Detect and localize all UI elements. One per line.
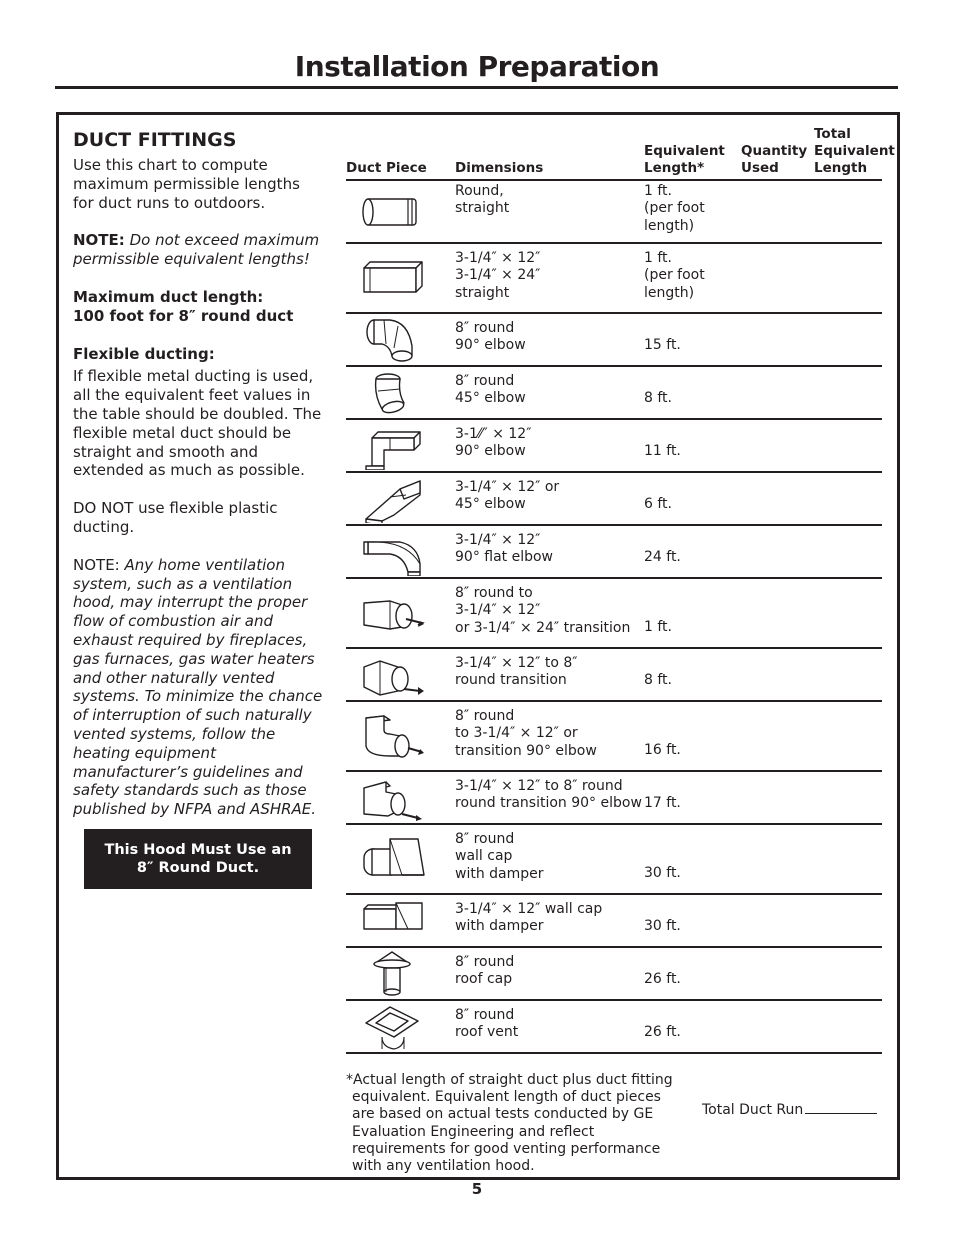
rect-wall-cap-icon	[360, 897, 426, 945]
equivalent-length-cell: 1 ft.	[644, 619, 672, 635]
roof-vent-icon	[360, 1003, 426, 1051]
dimensions-cell: 8″ round 45° elbow	[455, 373, 526, 407]
header-total-equivalent-length: Total Equivalent Length	[814, 126, 895, 176]
equivalent-length-cell: 26 ft.	[644, 1024, 681, 1040]
roof-cap-icon	[360, 950, 426, 998]
table-row	[346, 772, 882, 825]
table-row	[346, 895, 882, 948]
max-length-line-1: Maximum duct length:	[73, 287, 264, 306]
table-row	[346, 180, 882, 244]
note-2	[73, 556, 325, 819]
note-1-text: Do not exceed maximum permissible equivalent lengths!	[73, 231, 320, 269]
equivalent-length-cell: 16 ft.	[644, 742, 681, 758]
equivalent-length-cell: 30 ft.	[644, 918, 681, 934]
intro-text: Use this chart to compute maximum permissible lengths for duct runs to outdoors.	[73, 156, 300, 212]
equivalent-length-cell: 1 ft. (per foot length)	[644, 250, 705, 301]
flat-90-elbow-icon	[360, 528, 426, 576]
dimensions-cell: 3-1/4″ × 12″ to 8″ round round transition 90° elbow	[455, 778, 642, 812]
dimensions-cell: 8″ round roof cap	[455, 954, 515, 988]
rectangular-45-elbow-icon	[360, 475, 426, 523]
section-heading: DUCT FITTINGS	[73, 129, 237, 151]
equivalent-length-cell: 6 ft.	[644, 496, 672, 512]
equivalent-length-cell: 17 ft.	[644, 795, 681, 811]
round-wall-cap-icon	[360, 835, 426, 883]
equivalent-length-cell: 8 ft.	[644, 390, 672, 406]
dimensions-cell: 8″ round 90° elbow	[455, 320, 526, 354]
table-row	[346, 948, 882, 1001]
table-row	[346, 825, 882, 895]
round-to-rect-elbow-transition-icon	[360, 712, 426, 760]
equivalent-length-cell: 11 ft.	[644, 443, 681, 459]
equivalent-length-cell: 1 ft. (per foot length)	[644, 183, 705, 234]
equivalent-length-cell: 26 ft.	[644, 971, 681, 987]
table-row	[346, 367, 882, 420]
dimensions-cell: 8″ round roof vent	[455, 1007, 519, 1041]
table-row	[346, 473, 882, 526]
total-duct-run-label: Total Duct Run	[702, 1102, 804, 1118]
callout-line-1: This Hood Must Use an	[104, 842, 292, 858]
note-1-label: NOTE:	[73, 231, 125, 250]
duct-callout-box	[84, 829, 312, 889]
row-divider	[346, 1052, 882, 1054]
dimensions-cell: 3-1/4″ × 12″ to 8″ round transition	[455, 655, 578, 689]
equivalent-length-cell: 15 ft.	[644, 337, 681, 353]
dimensions-cell: 3-1⁄⁄″ × 12″ 90° elbow	[455, 426, 532, 460]
plastic-warning: DO NOT use flexible plastic ducting.	[73, 499, 278, 536]
table-row	[346, 314, 882, 367]
rectangular-straight-duct-icon	[360, 254, 426, 302]
dimensions-cell: 3-1/4″ × 12″ 90° flat elbow	[455, 532, 554, 566]
dimensions-cell: 3-1/4″ × 12″ wall cap with damper	[455, 901, 603, 935]
table-row	[346, 420, 882, 473]
dimensions-cell: 3-1/4″ × 12″ 3-1/4″ × 24″ straight	[455, 250, 541, 301]
round-45-elbow-icon	[360, 369, 426, 417]
round-to-rect-transition-icon	[360, 589, 426, 637]
header-dimensions: Dimensions	[455, 160, 544, 176]
title-divider	[55, 86, 898, 89]
header-quantity-used: Quantity Used	[741, 143, 808, 176]
table-row	[346, 649, 882, 702]
note-1	[73, 231, 325, 269]
footnote	[346, 1072, 686, 1175]
page-number: 5	[471, 1180, 483, 1198]
dimensions-cell: 3-1/4″ × 12″ or 45° elbow	[455, 479, 560, 513]
footnote-text: *Actual length of straight duct plus duct fitting equivalent. Equivalent length of duct pieces are based on actual tests conducted by GE Evaluation Engineering and reflect requirements for good venting performance with any ventilation hood.	[346, 1072, 673, 1175]
equivalent-length-cell: 8 ft.	[644, 672, 672, 688]
equivalent-length-cell: 30 ft.	[644, 865, 681, 881]
dimensions-cell: 8″ round wall cap with damper	[455, 831, 544, 882]
header-equivalent-length: Equivalent Length*	[644, 143, 725, 176]
dimensions-cell: 8″ round to 3-1/4″ × 12″ or transition 90° elbow	[455, 708, 597, 759]
dimensions-cell: Round, straight	[455, 183, 510, 217]
rect-to-round-elbow-transition-icon	[360, 774, 426, 822]
page-title: Installation Preparation	[294, 50, 660, 83]
table-row	[346, 579, 882, 649]
table-row	[346, 526, 882, 579]
flex-text: If flexible metal ducting is used, all the equivalent feet values in the table should be doubled. The flexible metal duct should be straight and smooth and extended as much as possible.	[73, 367, 322, 480]
max-length-line-2: 100 foot for 8″ round duct	[73, 306, 294, 325]
round-straight-duct-icon	[360, 187, 426, 235]
equivalent-length-cell: 24 ft.	[644, 549, 681, 565]
callout-line-2: 8″ Round Duct.	[136, 860, 260, 876]
total-duct-run-blank	[805, 1113, 877, 1114]
note-2-text: Any home ventilation system, such as a ventilation hood, may interrupt the proper flow of combustion air and exhaust required by fireplaces, gas furnaces, gas water heaters and other naturally vented systems. To minimize the chance of interruption of such naturally vented systems, follow the heating equipment manufacturer’s guidelines and safety standards such as those published by NFPA and ASHRAE.	[73, 555, 323, 819]
flex-heading: Flexible ducting:	[73, 344, 215, 363]
rectangular-90-elbow-icon	[360, 422, 426, 470]
dimensions-cell: 8″ round to 3-1/4″ × 12″ or 3-1/4″ × 24″ transition	[455, 585, 631, 636]
total-duct-run	[702, 1102, 877, 1118]
left-column	[73, 128, 325, 819]
round-90-elbow-icon	[360, 316, 426, 364]
header-duct-piece: Duct Piece	[346, 160, 427, 176]
table-row	[346, 1001, 882, 1054]
note-2-label: NOTE:	[73, 555, 120, 574]
table-row	[346, 244, 882, 314]
table-row	[346, 702, 882, 772]
rect-to-round-transition-icon	[360, 651, 426, 699]
